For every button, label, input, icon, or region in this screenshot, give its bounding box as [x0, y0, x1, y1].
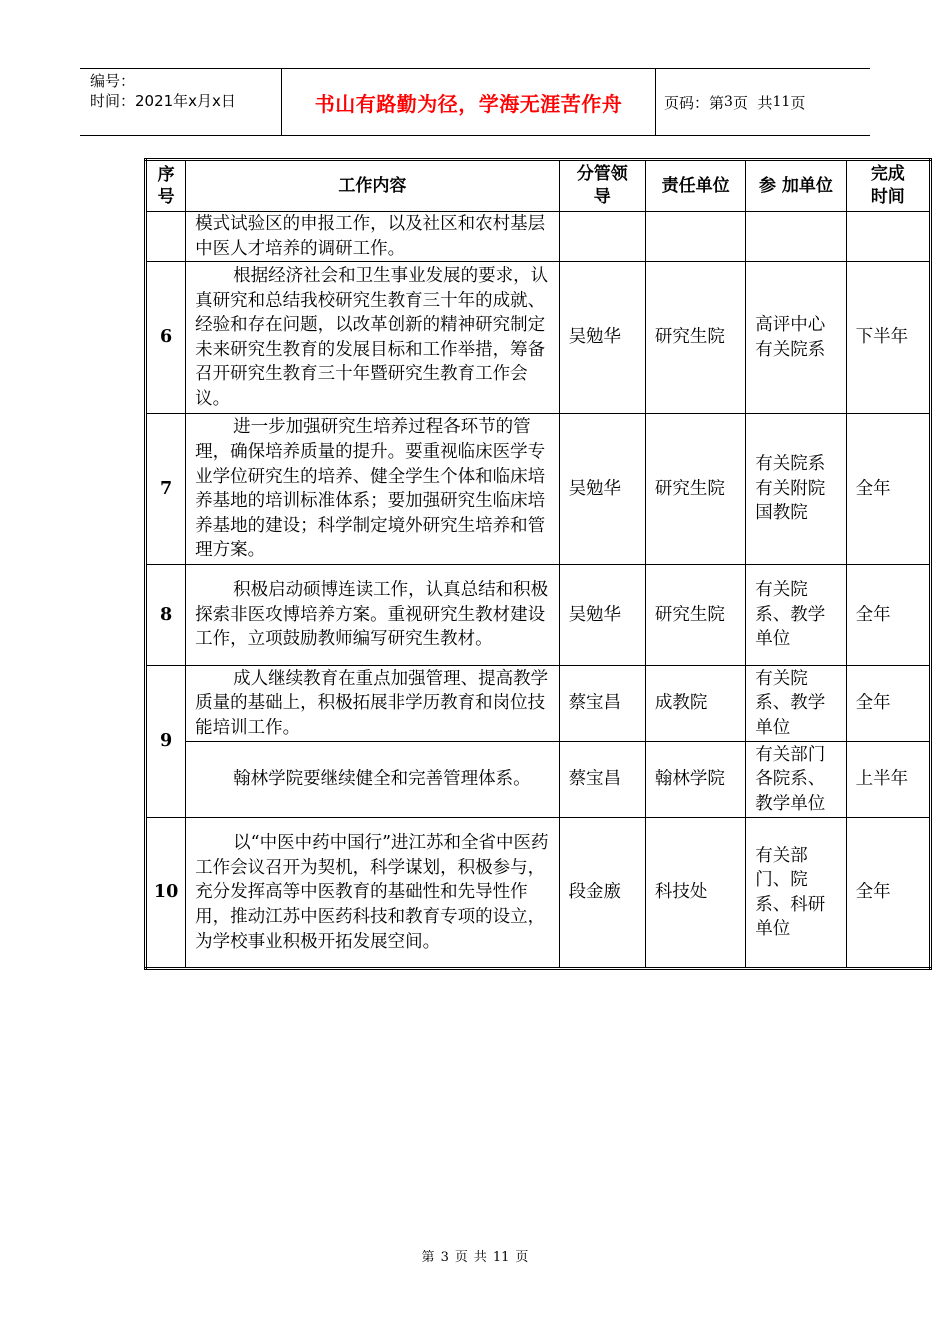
row-leader: 蔡宝昌: [559, 666, 645, 742]
row-participants-text: 有关院系有关附院国教院: [755, 454, 826, 524]
page-header: [80, 68, 870, 136]
document-date-label: 时间：2021年x月x日: [90, 92, 236, 110]
header-leader-label: 分管领导: [576, 164, 628, 207]
row-leader: 吴勉华: [559, 414, 645, 565]
table-row: [146, 414, 931, 565]
row-leader: 蔡宝昌: [559, 742, 645, 818]
page-current: 3: [724, 94, 733, 110]
row-deadline: 全年: [846, 818, 930, 969]
row-content: [186, 818, 559, 969]
header-deadline-label: 完成时间: [870, 164, 905, 207]
row-content: [186, 212, 559, 262]
document-number-label: 编号：: [90, 72, 136, 90]
footer-word-di: 第: [421, 1250, 435, 1265]
row-responsible: [645, 212, 745, 262]
row-content: [186, 414, 559, 565]
header-seq: [146, 160, 186, 212]
footer-word-gong: 共: [473, 1250, 487, 1265]
row-participants-text: 有关院系、教学单位: [755, 668, 826, 738]
page-mid: 页 共: [732, 93, 773, 112]
row-responsible: 翰林学院: [645, 742, 745, 818]
row-leader: [559, 212, 645, 262]
row-participants: [746, 212, 846, 262]
table-row: [146, 565, 931, 666]
header-deadline: [846, 160, 930, 212]
row-seq: 9: [146, 666, 186, 818]
header-participants: 参 加单位: [746, 160, 846, 212]
row-content: [186, 742, 559, 818]
header-content: 工作内容: [186, 160, 559, 212]
page-suffix: 页: [790, 93, 806, 112]
row-seq: 7: [146, 414, 186, 565]
row-responsible: 研究生院: [645, 262, 745, 414]
row-content-text: 积极启动硕博连读工作，认真总结和积极探索非医攻博培养方案。重视研究生教材建设工作，立项鼓励教师编写研究生教材。: [195, 580, 549, 650]
row-participants: [746, 742, 846, 818]
row-deadline: 上半年: [846, 742, 930, 818]
row-participants: [746, 666, 846, 742]
row-participants-text: 高评中心有关院系: [755, 315, 826, 360]
row-content: [186, 262, 559, 414]
row-deadline: 全年: [846, 666, 930, 742]
row-responsible: 研究生院: [645, 414, 745, 565]
row-responsible: 研究生院: [645, 565, 745, 666]
footer-word-ye: 页: [454, 1250, 468, 1265]
row-deadline: 全年: [846, 414, 930, 565]
footer-total-pages: 11: [492, 1250, 510, 1265]
header-page-indicator: [655, 69, 870, 135]
row-responsible: 成教院: [645, 666, 745, 742]
header-responsible: 责任单位: [645, 160, 745, 212]
row-content-text: 根据经济社会和卫生事业发展的要求，认真研究和总结我校研究生教育三十年的成就、经验和存在问题，以改革创新的精神研究制定未来研究生教育的发展目标和工作举措，筹备召开研究生教育三十年暨研究生教育工作会议。: [195, 265, 549, 409]
row-participants-text: 有关部门、院系、科研单位: [755, 845, 826, 940]
row-seq: 10: [146, 818, 186, 969]
row-participants: [746, 414, 846, 565]
row-deadline: 下半年: [846, 262, 930, 414]
row-leader: 吴勉华: [559, 565, 645, 666]
row-participants: [746, 262, 846, 414]
row-participants: [746, 565, 846, 666]
table-row: [146, 212, 931, 262]
header-leader: [559, 160, 645, 212]
table-header-row: [146, 160, 931, 212]
footer-current-page: 3: [440, 1250, 449, 1265]
row-seq: [146, 212, 186, 262]
row-deadline: 全年: [846, 565, 930, 666]
row-deadline: [846, 212, 930, 262]
row-content-text: 以“中医中药中国行”进江苏和全省中医药工作会议召开为契机，科学谋划，积极参与，充分发挥高等中医教育的基础性和先导性作用，推动江苏中医药科技和教育专项的设立，为学校事业积极开拓发展空间。: [195, 833, 549, 952]
row-content-text: 成人继续教育在重点加强管理、提高教学质量的基础上，积极拓展非学历教育和岗位技能培训工作。: [195, 668, 549, 738]
row-content: [186, 666, 559, 742]
row-content-text: 进一步加强研究生培养过程各环节的管理，确保培养质量的提升。要重视临床医学专业学位研究生的培养、健全学生个体和临床培养基地的培训标准体系；要加强研究生临床培养基地的建设；科学制定境外研究生培养和管理方案。: [195, 417, 546, 561]
row-participants-text: 有关院系、教学单位: [755, 580, 826, 650]
row-seq: 8: [146, 565, 186, 666]
footer-word-ye-end: 页: [515, 1250, 529, 1265]
header-seq-label: 序号: [157, 165, 175, 207]
row-participants-text: 有关部门各院系、教学单位: [755, 744, 826, 814]
header-motto-cell: [282, 69, 656, 135]
table-row: [146, 742, 931, 818]
row-participants: [746, 818, 846, 969]
header-meta: [80, 69, 282, 135]
row-content-text: 翰林学院要继续健全和完善管理体系。: [233, 769, 531, 790]
row-content: [186, 565, 559, 666]
table-row: [146, 666, 931, 742]
row-leader: 段金廒: [559, 818, 645, 969]
table-row: [146, 262, 931, 414]
row-responsible: 科技处: [645, 818, 745, 969]
row-content-text: 模式试验区的申报工作，以及社区和农村基层中医人才培养的调研工作。: [195, 214, 546, 259]
work-plan-table: [144, 158, 932, 970]
page-footer: [0, 1246, 950, 1265]
page-prefix: 页码：第: [664, 93, 725, 112]
page-total: 11: [772, 94, 791, 110]
table-row: [146, 818, 931, 969]
row-leader: 吴勉华: [559, 262, 645, 414]
row-seq: 6: [146, 262, 186, 414]
header-motto: 书山有路勤为径，学海无涯苦作舟: [314, 91, 623, 116]
